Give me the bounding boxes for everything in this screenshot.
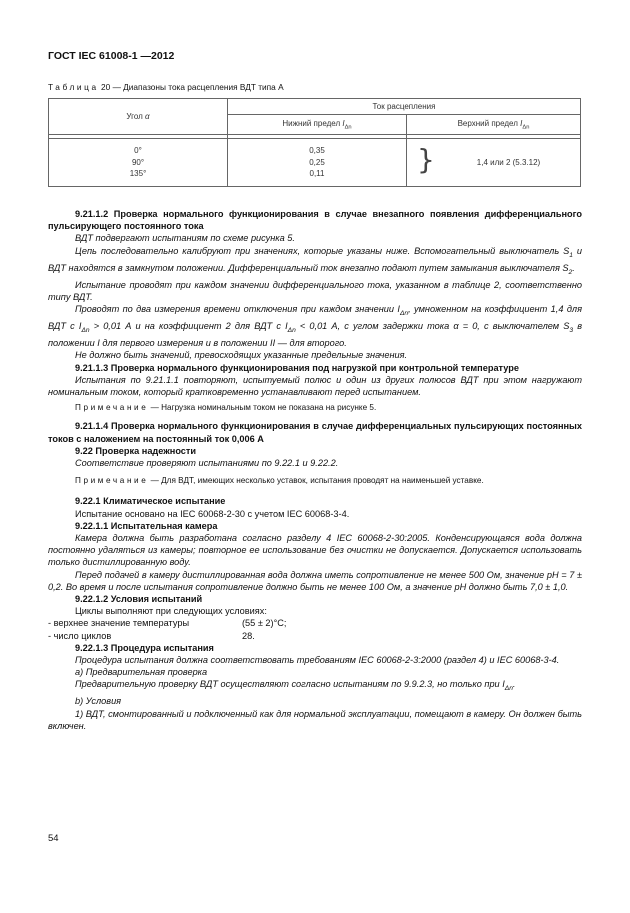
paragraph: Процедура испытания должна соответствовать требованиям IEC 60068-2-3:2000 (раздел 4) и IEC 60068-3-4.: [75, 655, 560, 666]
paragraph: Испытание проводят при каждом значении дифференциального тока, указанном в таблице 2, соответственно типу ВДТ.: [48, 279, 582, 302]
table-caption: [48, 82, 284, 92]
lower-limit-values: 0,35 0,25 0,11: [228, 139, 407, 187]
subsection-label: а) Предварительная проверка: [75, 667, 208, 678]
heading-9-21-1-3: 9.21.1.3 Проверка нормального функционирования под нагрузкой при контрольной температуре: [75, 362, 519, 373]
heading-9-22-1-1: 9.22.1.1 Испытательная камера: [75, 520, 218, 531]
heading-9-22: 9.22 Проверка надежности: [75, 445, 197, 456]
standard-header: ГОСТ IEC 61008-1 —2012: [48, 50, 175, 62]
paragraph: Цепь последовательно калибруют при значениях, которые указаны ниже. Вспомогательный выключатель $S_1$ и ВДТ находятся в замкнутом положении. Дифференциальный ток внезапно подают путем замыкания выключателя $S_2$.: [48, 245, 582, 276]
paragraph: Камера должна быть разработана согласно разделу 4 IEC 60068-2-30:2005. Конденсирующаяся вода должна постоянно удаляться из камеры; повторное ее использование без очистки не допускается. Допускается использовать только дистиллированную воду.: [48, 532, 582, 568]
paragraph: Не должно быть значений, превосходящих указанные предельные значения.: [75, 350, 408, 361]
caption-prefix: Таблица: [48, 82, 99, 92]
condition-row: - число циклов 28.: [48, 630, 255, 641]
heading-9-22-1-2: 9.22.1.2 Условия испытаний: [75, 594, 203, 604]
paragraph: 1) ВДТ, смонтированный и подключенный как для нормальной эксплуатации, помещают в камеру. Он должен быть включен.: [48, 708, 582, 731]
condition-row: - верхнее значение температуры (55 ± 2)°С;: [48, 618, 287, 629]
paragraph: Испытание основано на IEC 60068-2-30 с учетом IEC 60068-3-4.: [75, 508, 350, 519]
col-trip-header: Ток расцепления: [228, 99, 581, 115]
heading-9-22-1: 9.22.1 Климатическое испытание: [75, 496, 226, 507]
col-upper-header: Верхний предел $I_{\Delta n}$: [407, 115, 581, 135]
angle-values: 0° 90° 135°: [49, 139, 228, 187]
document-body: [48, 208, 582, 732]
subsection-label: b) Условия: [75, 696, 122, 707]
trip-current-table: [48, 98, 581, 187]
heading-9-22-1-3: 9.22.1.3 Процедура испытания: [75, 642, 214, 653]
paragraph: Циклы выполняют при следующих условиях:: [75, 606, 267, 617]
page-number: 54: [48, 833, 59, 844]
paragraph: ВДТ подвергают испытаниям по схеме рисунка 5.: [75, 233, 295, 244]
heading-9-21-1-4: 9.21.1.4 Проверка нормального функционирования в случае дифференциальных пульсирующих постоянных токов с наложением на постоянный ток 0,006 А: [48, 421, 582, 444]
paragraph: Перед подачей в камеру дистиллированная вода должна иметь сопротивление не менее 500 Ом, значение pH = 7 ± 0,2. Во время и после испытания сопротивление должно быть не менее 100 Ом, а значение pH должно быть 7,0 ± 1,0.: [48, 569, 582, 592]
col-lower-header: Нижний предел $I_{\Delta n}$: [228, 115, 407, 135]
col-angle-header: Угол α: [49, 99, 228, 135]
paragraph: Предварительную проверку ВДТ осуществляют согласно испытаниям по 9.9.2.3, но только при $I_{\Delta n}$.: [75, 679, 516, 693]
paragraph: Проводят по два измерения времени отключения при каждом значении $I_{\Delta n}$, умноженном на коэффициент 1,4 для ВДТ с $I_{\Delta n} > 0,01$ А и на коэффициент 2 для ВДТ с $I_{\Delta n} < 0,01$ А, с углом задержки тока α = 0, с выключателем $S_3$ в положении I для первого измерения и в положении II — для второго.: [48, 304, 582, 349]
note: Примечание — Нагрузка номинальным током не показана на рисунке 5.: [75, 403, 377, 413]
upper-limit-value: } 1,4 или 2 (5.3.12): [407, 139, 581, 187]
caption-text: 20 — Диапазоны тока расцепления ВДТ типа А: [101, 82, 284, 92]
heading-9-21-1-2: 9.21.1.2 Проверка нормального функционирования в случае внезапного появления дифференциального пульсирующего постоянного тока: [48, 209, 582, 232]
brace-symbol: }: [417, 143, 435, 176]
paragraph: Испытания по 9.21.1.1 повторяют, испытуемый полюс и один из других полюсов ВДТ при этом нагружают номинальным током, который кратковременно устанавливают перед испытанием.: [48, 374, 582, 397]
note: Примечание — Для ВДТ, имеющих несколько уставок, испытания проводят на наименьшей уставке.: [75, 476, 484, 486]
paragraph: Соответствие проверяют испытаниями по 9.22.1 и 9.22.2.: [75, 457, 339, 468]
